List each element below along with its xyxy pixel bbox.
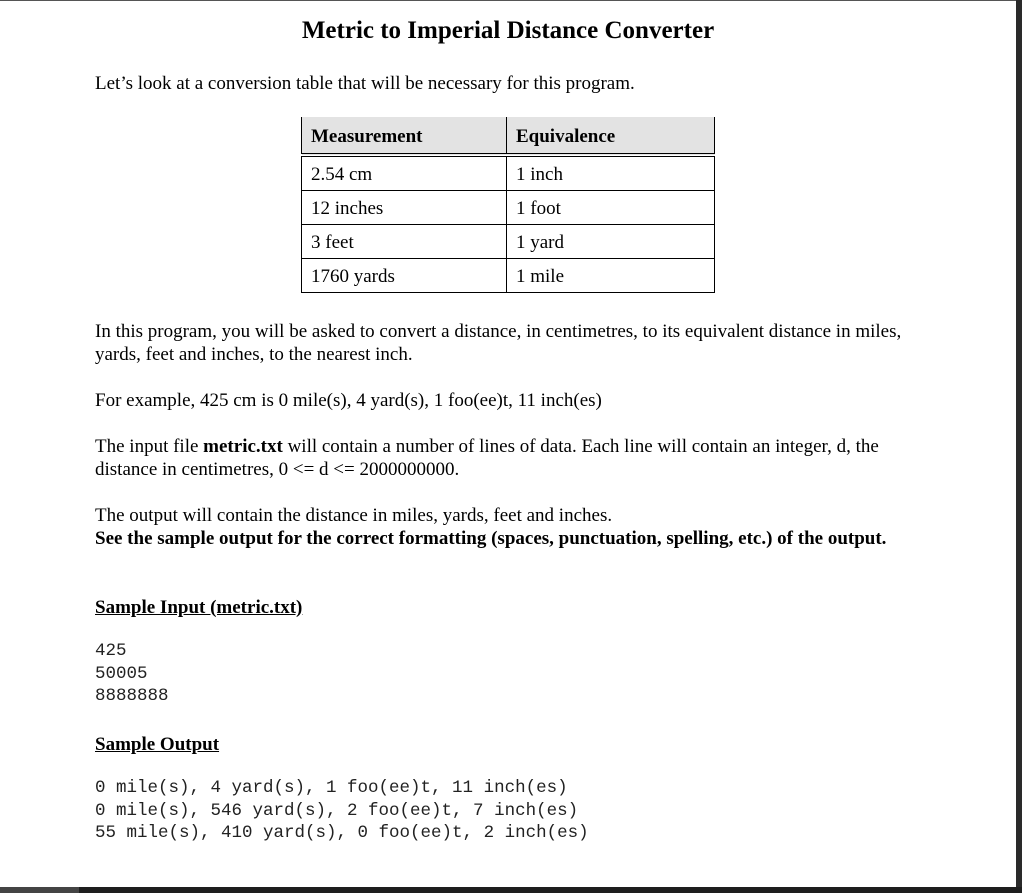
- horizontal-scrollbar[interactable]: [0, 887, 79, 893]
- column-header-equivalence: Equivalence: [507, 117, 715, 155]
- sample-output-heading: Sample Output: [95, 734, 220, 755]
- conversion-table: [301, 117, 715, 293]
- scrollbar-track[interactable]: [1016, 0, 1022, 893]
- sample-input-line: 50005: [95, 663, 148, 684]
- table-row: [302, 191, 715, 225]
- intro-text: Let’s look at a conversion table that will be necessary for this program.: [95, 73, 635, 94]
- table-cell: 12 inches: [302, 191, 507, 225]
- table-cell: 3 feet: [302, 225, 507, 259]
- table-row: [302, 225, 715, 259]
- column-header-measurement: Measurement: [302, 117, 507, 155]
- page-title: Metric to Imperial Distance Converter: [301, 17, 715, 44]
- table-cell: 1 foot: [507, 191, 715, 225]
- table-row: [302, 155, 715, 191]
- table-header-row: [302, 117, 715, 155]
- description-paragraph: In this program, you will be asked to convert a distance, in centimetres, to its equivalent distance in miles, yards, feet and inches, to the nearest inch.: [95, 321, 902, 365]
- input-desc-post: will contain a number of lines of data. Each line will contain an integer, d, the distance in centimetres, 0 <= d <= 2000000000.: [95, 436, 879, 480]
- example-paragraph: For example, 425 cm is 0 mile(s), 4 yard(s), 1 foo(ee)t, 11 inch(es): [95, 390, 602, 411]
- sample-input-block: [95, 640, 169, 708]
- output-desc-line: The output will contain the distance in miles, yards, feet and inches.: [95, 505, 613, 526]
- sample-input-line: 8888888: [95, 686, 169, 706]
- sample-input-heading: Sample Input (metric.txt): [95, 597, 303, 618]
- page-frame-bottom: [0, 887, 1022, 893]
- sample-input-line: 425: [95, 641, 127, 661]
- input-filename: metric.txt: [203, 436, 283, 457]
- input-desc-pre: The input file: [95, 436, 204, 457]
- table-cell: 1 mile: [507, 259, 715, 293]
- table-row: [302, 259, 715, 293]
- page-frame-top: [0, 0, 1022, 1]
- sample-output-line: 0 mile(s), 546 yard(s), 2 foo(ee)t, 7 inch(es): [95, 800, 579, 821]
- table-cell: 1 yard: [507, 225, 715, 259]
- sample-output-line: 55 mile(s), 410 yard(s), 0 foo(ee)t, 2 inch(es): [95, 823, 589, 843]
- table-cell: 1760 yards: [302, 259, 507, 293]
- output-format-note: See the sample output for the correct formatting (spaces, punctuation, spelling, etc.) of the output.: [95, 528, 887, 549]
- sample-output-line: 0 mile(s), 4 yard(s), 1 foo(ee)t, 11 inch(es): [95, 778, 568, 798]
- input-description-paragraph: [95, 435, 915, 481]
- output-description-paragraph: [95, 504, 915, 550]
- sample-output-block: [95, 777, 589, 845]
- table-cell: 1 inch: [507, 155, 715, 191]
- table-cell: 2.54 cm: [302, 155, 507, 191]
